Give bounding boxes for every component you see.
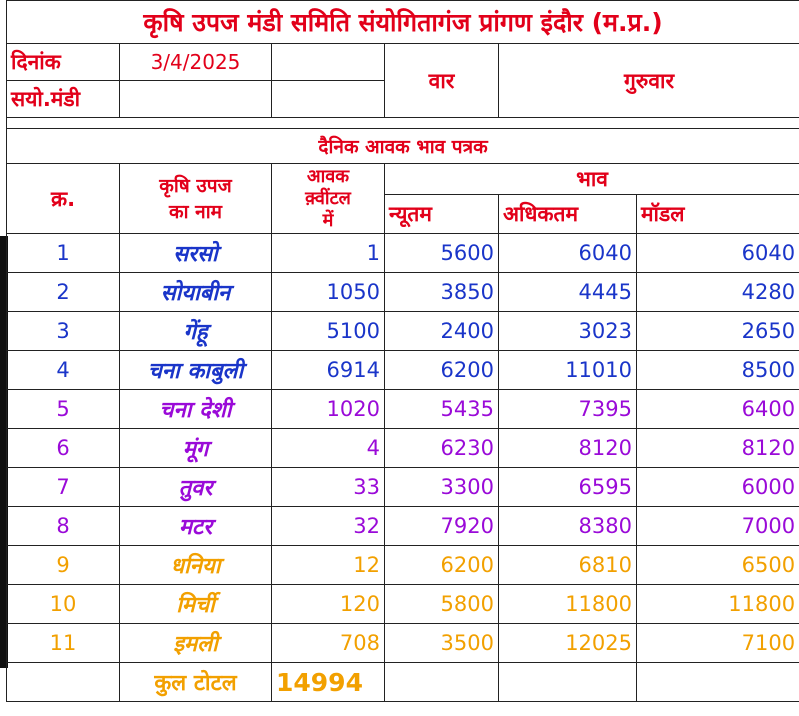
row-min: 7920: [385, 507, 499, 546]
row-max: 4445: [499, 273, 637, 312]
table-row: [7, 312, 799, 351]
page-title: कृषि उपज मंडी समिति संयोगितागंज प्रांगण इंदौर (म.प्र.): [7, 1, 799, 44]
row-arrival: 120: [272, 585, 385, 624]
row-max: 6810: [499, 546, 637, 585]
row-arrival: 1020: [272, 390, 385, 429]
row-sr: 11: [7, 624, 120, 663]
row-max: 11010: [499, 351, 637, 390]
row-crop: तुवर: [120, 468, 272, 507]
table-row: [7, 468, 799, 507]
row-min: 5435: [385, 390, 499, 429]
row-sr: 9: [7, 546, 120, 585]
mandi-label: सयो.मंडी: [7, 81, 120, 118]
row-crop: गेंहू: [120, 312, 272, 351]
empty-cell: [272, 81, 385, 118]
row-sr: 6: [7, 429, 120, 468]
row-arrival: 1: [272, 234, 385, 273]
row-arrival: 12: [272, 546, 385, 585]
date-label: दिनांक: [7, 44, 120, 81]
row-max: 6040: [499, 234, 637, 273]
row-max: 8380: [499, 507, 637, 546]
row-modal: 6500: [637, 546, 799, 585]
row-max: 8120: [499, 429, 637, 468]
row-crop: मिर्ची: [120, 585, 272, 624]
row-min: 5600: [385, 234, 499, 273]
row-crop: सोयाबीन: [120, 273, 272, 312]
table-row: [7, 429, 799, 468]
header-arrival-line3: में: [322, 209, 334, 231]
row-sr: 7: [7, 468, 120, 507]
row-crop: मूंग: [120, 429, 272, 468]
row-min: 3300: [385, 468, 499, 507]
total-row: [7, 663, 799, 702]
header-max: अधिकतम: [499, 195, 637, 234]
row-crop: इमली: [120, 624, 272, 663]
table-row: [7, 585, 799, 624]
row-modal: 2650: [637, 312, 799, 351]
row-sr: 4: [7, 351, 120, 390]
row-modal: 8120: [637, 429, 799, 468]
empty-cell: [499, 663, 637, 702]
row-sr: 3: [7, 312, 120, 351]
row-arrival: 708: [272, 624, 385, 663]
row-crop: चना काबुली: [120, 351, 272, 390]
header-crop-line2: का नाम: [169, 200, 222, 223]
row-crop: मटर: [120, 507, 272, 546]
header-crop: [120, 164, 272, 234]
table-row: [7, 546, 799, 585]
row-modal: 6400: [637, 390, 799, 429]
row-max: 11800: [499, 585, 637, 624]
row-max: 7395: [499, 390, 637, 429]
row-min: 3500: [385, 624, 499, 663]
row-crop: सरसो: [120, 234, 272, 273]
table-row: [7, 507, 799, 546]
table-row: [7, 234, 799, 273]
row-sr: 5: [7, 390, 120, 429]
empty-cell: [637, 663, 799, 702]
sheet-title: दैनिक आवक भाव पत्रक: [7, 129, 799, 164]
header-min: न्यूतम: [385, 195, 499, 234]
row-sr: 1: [7, 234, 120, 273]
day-value: गुरुवार: [499, 44, 799, 118]
table-row: [7, 351, 799, 390]
row-min: 3850: [385, 273, 499, 312]
row-modal: 6000: [637, 468, 799, 507]
row-sr: 2: [7, 273, 120, 312]
row-max: 3023: [499, 312, 637, 351]
header-modal: मॉडल: [637, 195, 799, 234]
row-min: 5800: [385, 585, 499, 624]
row-min: 6200: [385, 351, 499, 390]
header-price: भाव: [385, 164, 799, 195]
row-crop: चना देशी: [120, 390, 272, 429]
spacer-row: [7, 118, 799, 129]
row-arrival: 6914: [272, 351, 385, 390]
empty-cell: [7, 663, 120, 702]
row-min: 2400: [385, 312, 499, 351]
row-max: 6595: [499, 468, 637, 507]
row-modal: 7100: [637, 624, 799, 663]
total-value: 14994: [272, 663, 385, 702]
row-crop: धनिया: [120, 546, 272, 585]
row-modal: 7000: [637, 507, 799, 546]
header-arrival-line1: आवक: [306, 165, 350, 187]
header-arrival: [272, 164, 385, 234]
day-label: वार: [385, 44, 499, 118]
row-modal: 11800: [637, 585, 799, 624]
header-sr: क्र.: [7, 164, 120, 234]
row-arrival: 4: [272, 429, 385, 468]
row-sr: 8: [7, 507, 120, 546]
table-row: [7, 273, 799, 312]
row-sr: 10: [7, 585, 120, 624]
row-max: 12025: [499, 624, 637, 663]
row-min: 6200: [385, 546, 499, 585]
rate-table: [6, 0, 799, 702]
row-arrival: 5100: [272, 312, 385, 351]
row-modal: 8500: [637, 351, 799, 390]
table-row: [7, 624, 799, 663]
row-min: 6230: [385, 429, 499, 468]
total-label: कुल टोटल: [120, 663, 272, 702]
row-arrival: 32: [272, 507, 385, 546]
row-arrival: 1050: [272, 273, 385, 312]
header-crop-line1: कृषि उपज: [159, 174, 232, 197]
empty-cell: [385, 663, 499, 702]
table-row: [7, 390, 799, 429]
empty-cell: [120, 81, 272, 118]
date-value: 3/4/2025: [120, 44, 272, 81]
row-arrival: 33: [272, 468, 385, 507]
empty-cell: [272, 44, 385, 81]
row-modal: 4280: [637, 273, 799, 312]
header-arrival-line2: क़्वींटल: [305, 187, 351, 209]
row-modal: 6040: [637, 234, 799, 273]
